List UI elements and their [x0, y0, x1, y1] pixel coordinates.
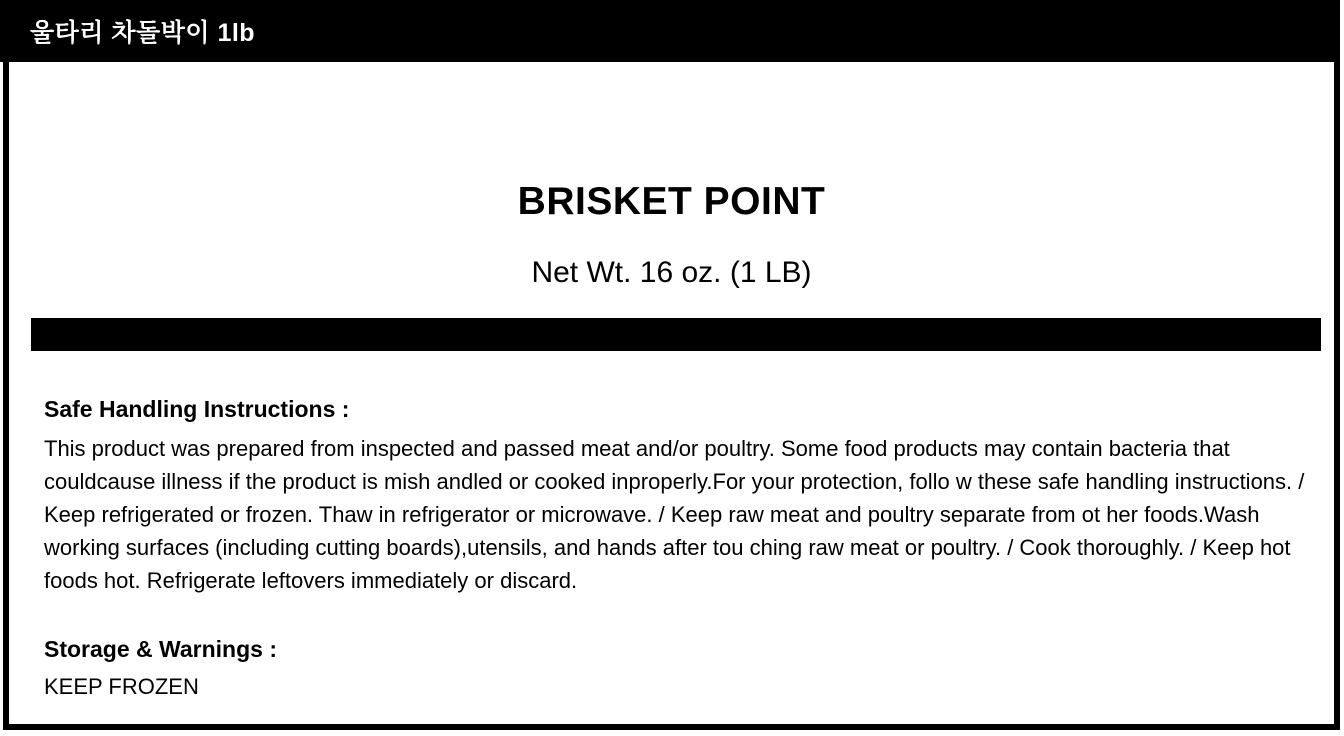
header-bar	[0, 0, 1338, 62]
storage-warnings-heading: Storage & Warnings :	[44, 636, 277, 662]
safe-handling-body: This product was prepared from inspected and passed meat and/or poultry. Some food products may contain bacteria that couldcause illness if the product is mish andled or cooked inproperly.For your protection, follo w these safe handling instructions. / Keep refrigerated or frozen. Thaw in refrigerator or microwave. / Keep raw meat and poultry separate from ot her foods.Wash working surfaces (including cutting boards),utensils, and hands after tou ching raw meat or poultry. / Cook thoroughly. / Keep hot foods hot. Refrigerate leftovers immediately or discard.	[44, 436, 1305, 593]
storage-warnings-body: KEEP FROZEN	[44, 674, 199, 699]
label-sheet	[3, 0, 1340, 730]
net-weight-text: Net Wt. 16 oz. (1 LB)	[531, 256, 812, 289]
product-title: BRISKET POINT	[517, 180, 826, 223]
divider-bar	[31, 318, 1321, 351]
header-title: 울타리 차돌박이 1lb	[30, 19, 256, 47]
safe-handling-heading: Safe Handling Instructions :	[44, 396, 350, 422]
